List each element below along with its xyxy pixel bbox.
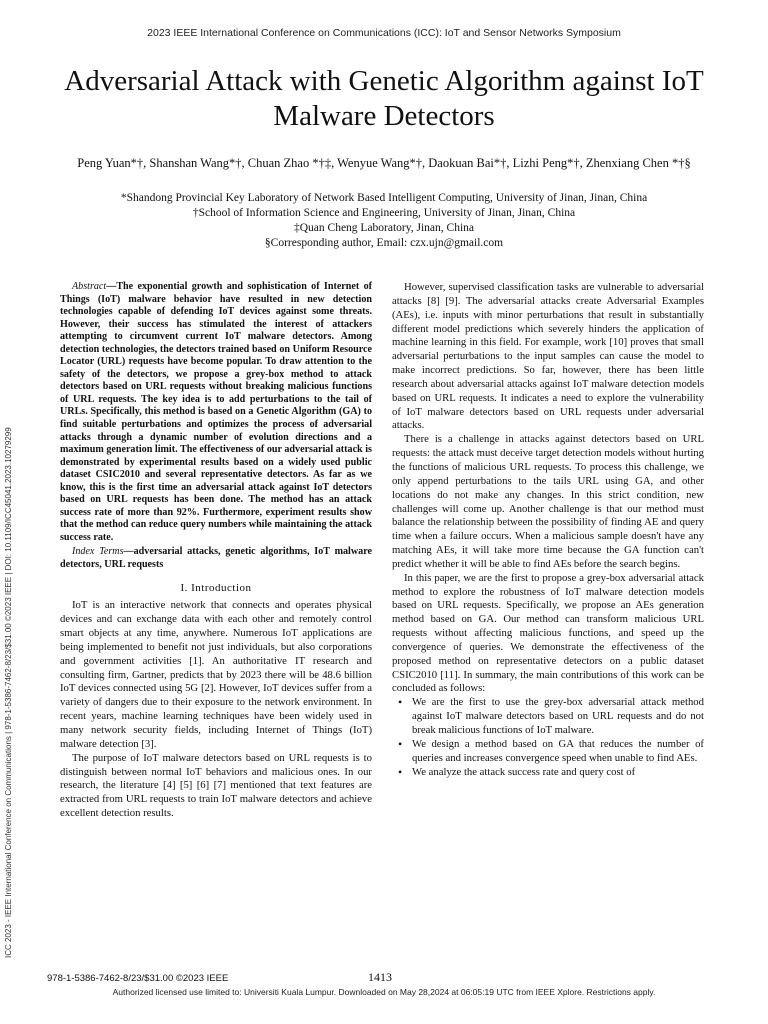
index-terms-text: —adversarial attacks, genetic algorithms, IoT malware detectors, URL requests	[60, 546, 372, 571]
abstract-text: —The exponential growth and sophistication of Internet of Things (IoT) malware behavior have resulted in new detection technologies capable of defending IoT devices against some threats. However, their success has stimulated the interest of attackers attempting to circumvent current IoT malware detectors. Among detection technologies, the detectors trained based on Uniform Resource Locator (URL) requests have become popular. To draw attention to the safety of the detectors, we propose a grey-box method to attack detectors based on URL requests without breaking malicious functions of URL requests. The key idea is to add perturbations to the tail of URLs. Specifically, this method is based on a Genetic Algorithm (GA) to find suitable perturbations and optimizes the process of adversarial attacks through a dynamic number of evolution directions and a maximum generation limit. The effectiveness of our adversarial attack is demonstrated by experimental results based on a widely used public dataset CSIC2010 and several representative detectors. As far as we know, this is the first time an adversarial attack against IoT detectors based on URL requests has been done. The method has an attack success rate of more than 92%. Furthermore, experiment results show that the method can reduce query numbers while maintaining the attack success rate.	[60, 281, 372, 543]
conference-header: 2023 IEEE International Conference on Communications (ICC): IoT and Sensor Networks Symposium	[147, 27, 621, 39]
corresponding-author-line: §Corresponding author, Email: czx.ujn@gmail.com	[264, 237, 504, 249]
list-item: • We design a method based on GA that reduces the number of queries and increases convergence speed when unable to find AEs.	[392, 738, 704, 766]
contributions-list	[392, 696, 704, 779]
left-column	[60, 281, 372, 821]
affiliation-line: ‡Quan Cheng Laboratory, Jinan, China	[293, 222, 475, 234]
paragraph: However, supervised classification tasks are vulnerable to adversarial attacks [8] [9]. The adversarial attacks create Adversarial Examples (AEs), i.e. inputs with minor perturbations that result in substantially different model predictions which severely hinders the application of machine learning in this field. For example, work [10] proves that small adversarial perturbations to the input samples can cause the model to make incorrect predictions. So far, however, there has been little research about adversarial attacks against IoT malware detection models based on URL requests. It indicates a need to explore the vulnerability of IoT malware detectors based on URL requests under adversarial attacks.	[392, 281, 704, 432]
license-notice: Authorized licensed use limited to: Universiti Kuala Lumpur. Downloaded on May 28,2024 at 06:05:19 UTC from IEEE Xplore. Restrictions apply.	[112, 987, 656, 997]
author-list: Peng Yuan*†, Shanshan Wang*†, Chuan Zhao *†‡, Wenyue Wang*†, Daokuan Bai*†, Lizhi Peng*†, Zhenxiang Chen *†§	[77, 156, 691, 170]
list-item: • We are the first to use the grey-box adversarial attack method against IoT malware detectors based on URL requests and do not break malicious functions of IoT malware.	[392, 696, 704, 738]
paper-title: Adversarial Attack with Genetic Algorithm against IoT Malware Detectors	[64, 65, 704, 132]
index-terms-lead: Index Terms	[72, 546, 124, 558]
abstract-lead: Abstract	[72, 281, 107, 292]
paragraph: The purpose of IoT malware detectors based on URL requests is to distinguish between normal IoT behaviors and malicious ones. In our research, the literature [4] [5] [6] [7] mentioned that text features are extracted from URL requests to train IoT malware detectors and achieve excellent detection results.	[60, 751, 372, 820]
abstract	[60, 281, 372, 544]
list-item: • We analyze the attack success rate and query cost of	[392, 766, 704, 780]
section-heading: I. Introduction	[180, 581, 252, 594]
paragraph: In this paper, we are the first to propose a grey-box adversarial attack method to explore the robustness of IoT malware detection models based on URL requests. Specifically, we propose an AEs generation method based on GA. Our method can transform malicious URL requests without affecting malicious functions, and speed up the convergence of queries. We demonstrate the effectiveness of the proposed method on representative detectors on a public dataset CSIC2010 [11]. In summary, the main contributions of this work can be concluded as follows:	[392, 571, 704, 695]
paragraph: IoT is an interactive network that connects and operates physical devices and can exchange data with each other and remotely control smart objects at any time, anywhere. Numerous IoT applications are being implemented to benefit not just individuals, but also corporations and government activities [1]. An authoritative IT research and consulting firm, Gartner, predicts that by 2023 there will be 48.6 billion IoT devices connected using 5G [2]. However, IoT devices suffer from a variety of dangers due to their exposure to the network environment. In recent years, machine learning techniques have been widely used in many network security fields, including Internet of Things (IoT) malware detection [3].	[60, 599, 372, 750]
index-terms	[60, 546, 372, 571]
page-number: 1413	[368, 970, 392, 984]
paragraph: There is a challenge in attacks against detectors based on URL requests: the attack must deceive target detection models without hurting the functions of malicious URL requests. To process this challenge, we only append perturbations to the tails URL using GA, and other locations do not make any changes. In this strict condition, new challenges will come up. Another challenge is that our method must balance the relationship between the possibility of finding AE and query time when a failure occurs. When a malicious sample doesn't have any matching AEs, it will take more time because the GA function can't predict whether it will be able to find AEs before the search begins.	[392, 433, 704, 570]
affiliation-line: †School of Information Science and Engineering, University of Jinan, Jinan, China	[192, 207, 576, 219]
affiliation-line: *Shandong Provincial Key Laboratory of Network Based Intelligent Computing, University of Jinan, Jinan, China	[120, 192, 648, 204]
affiliations	[40, 191, 728, 251]
footer-copyright: 978-1-5386-7462-8/23/$31.00 ©2023 IEEE	[47, 973, 229, 984]
right-column	[392, 281, 704, 779]
side-doi-note: ICC 2023 - IEEE International Conference on Communications | 978-1-5386-7462-8/23/$31.00 ©2023 IEEE | DOI: 10.1109/ICC45041.2023.10279299	[4, 427, 13, 958]
